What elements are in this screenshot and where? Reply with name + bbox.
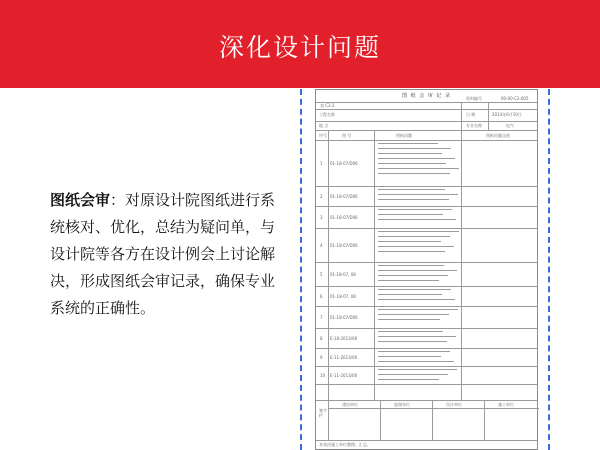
issue-text-line [378, 379, 439, 380]
row-number: 9 [320, 355, 323, 360]
issue-text-line [378, 299, 455, 300]
issue-text-line [378, 148, 451, 149]
row-number: 2 [320, 194, 323, 199]
table-row [316, 328, 537, 348]
row-drawing-number: 01-18-07, 08 [330, 294, 356, 299]
table-row [316, 286, 537, 306]
issue-text-line [378, 275, 448, 276]
form-code: 表 C2-2 [320, 103, 335, 108]
issue-text-line [378, 294, 442, 295]
discipline-value: 电气 [506, 123, 514, 128]
issue-text-line [378, 231, 459, 232]
col-no: 序号 [319, 133, 327, 138]
project-label: 工程名称 [319, 112, 335, 117]
row-number: 6 [320, 294, 323, 299]
col-reply: 图纸问题交底 [486, 133, 510, 138]
header-value-1: 00-00-C2-005 [501, 96, 529, 101]
issue-text-line [378, 168, 459, 169]
sign-col-2: 监理单位 [394, 402, 410, 407]
issue-text-line [378, 199, 449, 200]
table-row [316, 228, 537, 262]
issue-text-line [378, 369, 457, 370]
table-row [316, 348, 537, 366]
issue-text-line [378, 158, 455, 159]
issue-text-line [378, 331, 443, 332]
issue-text-line [378, 265, 444, 266]
issue-text-line [378, 251, 445, 252]
issue-text-line [378, 219, 456, 220]
row-number: 5 [320, 272, 323, 277]
issue-text-line [378, 143, 438, 144]
sheet-footer: 本表由施工单位整理、汇总。 [319, 442, 371, 447]
drawing-review-record-image [300, 89, 550, 450]
issue-text-line [378, 241, 441, 242]
sign-col-3: 设计单位 [446, 402, 462, 407]
row-drawing-number: 01-18-07/D06 [330, 243, 358, 248]
issue-text-line [378, 319, 440, 320]
issue-text-line [378, 189, 445, 190]
title-banner [0, 0, 600, 88]
issue-text-line [378, 280, 439, 281]
issue-text-line [378, 289, 451, 290]
sign-label: 签字栏 [319, 408, 327, 418]
table-row [316, 262, 537, 286]
table-row [316, 186, 537, 206]
description-paragraph [50, 187, 282, 322]
table-row [316, 366, 537, 384]
issue-text-line [378, 214, 443, 215]
date-label: 日 期 [466, 112, 476, 117]
row-drawing-number: E-11-2013/06 [330, 355, 358, 360]
issue-text-line [378, 194, 458, 195]
row-drawing-number: 01-18-07/D06 [330, 161, 358, 166]
sign-col-1: 建设单位 [342, 402, 358, 407]
issue-text-line [378, 163, 446, 164]
issue-text-line [378, 246, 454, 247]
slide-title: 深化设计问题 [218, 33, 381, 62]
row-number: 4 [320, 243, 323, 248]
issue-text-line [378, 236, 450, 237]
discipline-label: 专业名称 [466, 123, 482, 128]
sheet-title: 图 纸 会 审 记 录 [402, 93, 451, 99]
issue-text-line [378, 356, 441, 357]
issue-text-line [378, 270, 457, 271]
row-number: 8 [320, 336, 323, 341]
term-label: 图纸会审 [50, 191, 111, 209]
issue-text-line [378, 361, 454, 362]
issue-text-line [378, 341, 447, 342]
location-label: 地 点 [319, 123, 329, 128]
row-number: 3 [320, 215, 323, 220]
issue-text-line [378, 336, 456, 337]
row-drawing-number: 01-18-07, 08 [330, 272, 356, 277]
col-issue: 图纸问题 [396, 133, 412, 138]
row-drawing-number: 01-18-07/D06 [330, 315, 358, 320]
table-row [316, 206, 537, 228]
row-drawing-number: 01-18-07/D06 [330, 215, 358, 220]
date-value: 2014年6月10日 [492, 112, 522, 117]
issue-text-line [378, 173, 450, 174]
row-number: 1 [320, 161, 323, 166]
issue-text-line [378, 209, 452, 210]
row-number: 7 [320, 315, 323, 320]
description-text: ：对原设计院图纸进行系统核对、优化，总结为疑问单，与设计院等各方在设计例会上讨论解决，形成图纸会审记录，确保专业系统的正确性。 [50, 191, 276, 317]
row-drawing-number: 01-18-07/D06 [330, 194, 358, 199]
header-label-1: 资料编号 [466, 96, 482, 101]
issue-text-line [378, 153, 442, 154]
table-row [316, 306, 537, 328]
row-drawing-number: E-18-2013/06 [330, 336, 358, 341]
issue-text-line [378, 374, 448, 375]
issue-text-line [378, 314, 449, 315]
table-row [316, 140, 537, 186]
col-drawing: 图 号 [342, 133, 352, 138]
issue-text-line [378, 309, 458, 310]
issue-text-line [378, 351, 450, 352]
sign-col-4: 施工单位 [498, 402, 514, 407]
row-number: 10 [320, 373, 326, 378]
row-drawing-number: E-11-2013/06 [330, 373, 358, 378]
review-record-sheet [315, 89, 538, 450]
